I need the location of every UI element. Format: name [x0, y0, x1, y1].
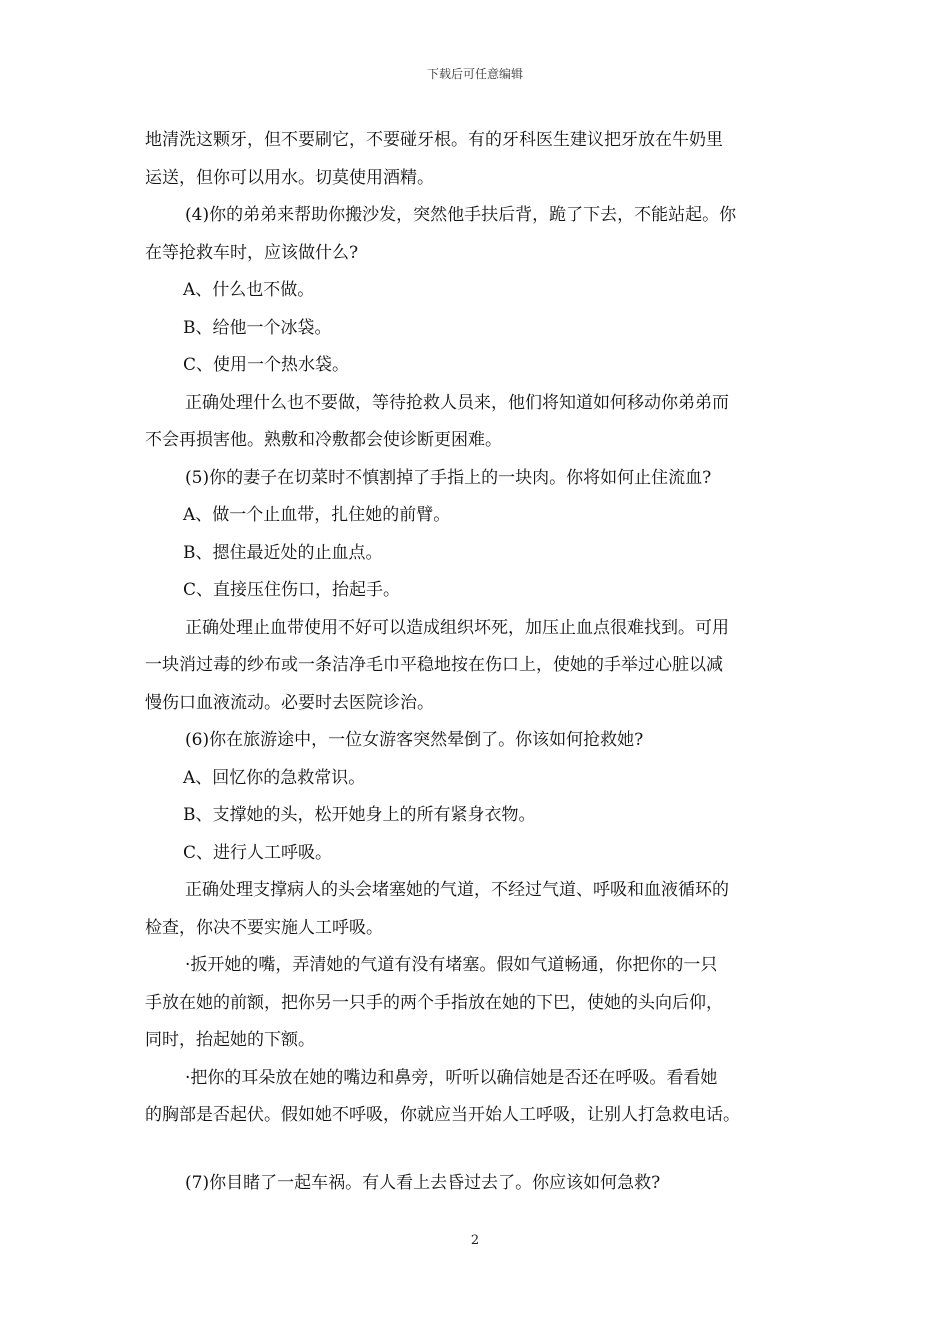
bullet-line: ·把你的耳朵放在她的嘴边和鼻旁，听听以确信她是否还在呼吸。看看她 [185, 1067, 718, 1088]
answer-option: A、回忆你的急救常识。 [183, 767, 366, 788]
question-line: 在等抢救车时，应该做什么? [145, 242, 359, 263]
body-line: 地清洗这颗牙，但不要刷它，不要碰牙根。有的牙科医生建议把牙放在牛奶里 [145, 130, 723, 150]
answer-option: C、使用一个热水袋。 [183, 355, 350, 375]
explanation-line: 一块消过毒的纱布或一条洁净毛巾平稳地按在伤口上，使她的手举过心脏以减 [145, 655, 723, 675]
question-line: (6)你在旅游途中，一位女游客突然晕倒了。你该如何抢救她? [185, 730, 644, 750]
bullet-line: 的胸部是否起伏。假如她不呼吸，你就应当开始人工呼吸，让别人打急救电话。 [145, 1105, 740, 1125]
answer-option: C、直接压住伤口，抬起手。 [183, 580, 401, 600]
document-body [145, 122, 825, 1202]
answer-option: A、什么也不做。 [183, 280, 315, 300]
question-line: (5)你的妻子在切菜时不慎割掉了手指上的一块肉。你将如何止住流血? [185, 467, 712, 488]
explanation-line: 正确处理支撑病人的头会堵塞她的气道，不经过气道、呼吸和血液循环的 [185, 880, 729, 900]
page-number: 2 [470, 1233, 480, 1248]
explanation-line: 检查，你决不要实施人工呼吸。 [145, 917, 383, 938]
answer-option: C、进行人工呼吸。 [183, 842, 333, 863]
paragraph-spacer [145, 1135, 825, 1165]
explanation-line: 慢伤口血液流动。必要时去医院诊治。 [145, 692, 434, 713]
bullet-line: 手放在她的前额，把你另一只手的两个手指放在她的下巴，使她的头向后仰， [145, 992, 723, 1013]
question-line: (4)你的弟弟来帮助你搬沙发，突然他手扶后背，跪了下去，不能站起。你 [185, 205, 737, 225]
explanation-line: 正确处理什么也不要做，等待抢救人员来，他们将知道如何移动你弟弟而 [185, 392, 729, 413]
explanation-line: 不会再损害他。熟敷和冷敷都会使诊断更困难。 [145, 430, 502, 450]
answer-option: A、做一个止血带，扎住她的前臂。 [183, 505, 451, 525]
answer-option: B、给他一个冰袋。 [183, 317, 332, 338]
page-header: 下载后可任意编辑 [426, 67, 523, 81]
body-line: 运送，但你可以用水。切莫使用酒精。 [145, 167, 434, 188]
bullet-line: ·扳开她的嘴，弄清她的气道有没有堵塞。假如气道畅通，你把你的一只 [185, 955, 718, 975]
answer-option: B、支撑她的头，松开她身上的所有紧身衣物。 [183, 805, 536, 825]
question-line: (7)你目睹了一起车祸。有人看上去昏过去了。你应该如何急救? [185, 1172, 661, 1193]
answer-option: B、摁住最近处的止血点。 [183, 542, 383, 563]
bullet-line: 同时，抬起她的下额。 [145, 1030, 315, 1050]
explanation-line: 正确处理止血带使用不好可以造成组织坏死，加压止血点很难找到。可用 [185, 617, 729, 638]
